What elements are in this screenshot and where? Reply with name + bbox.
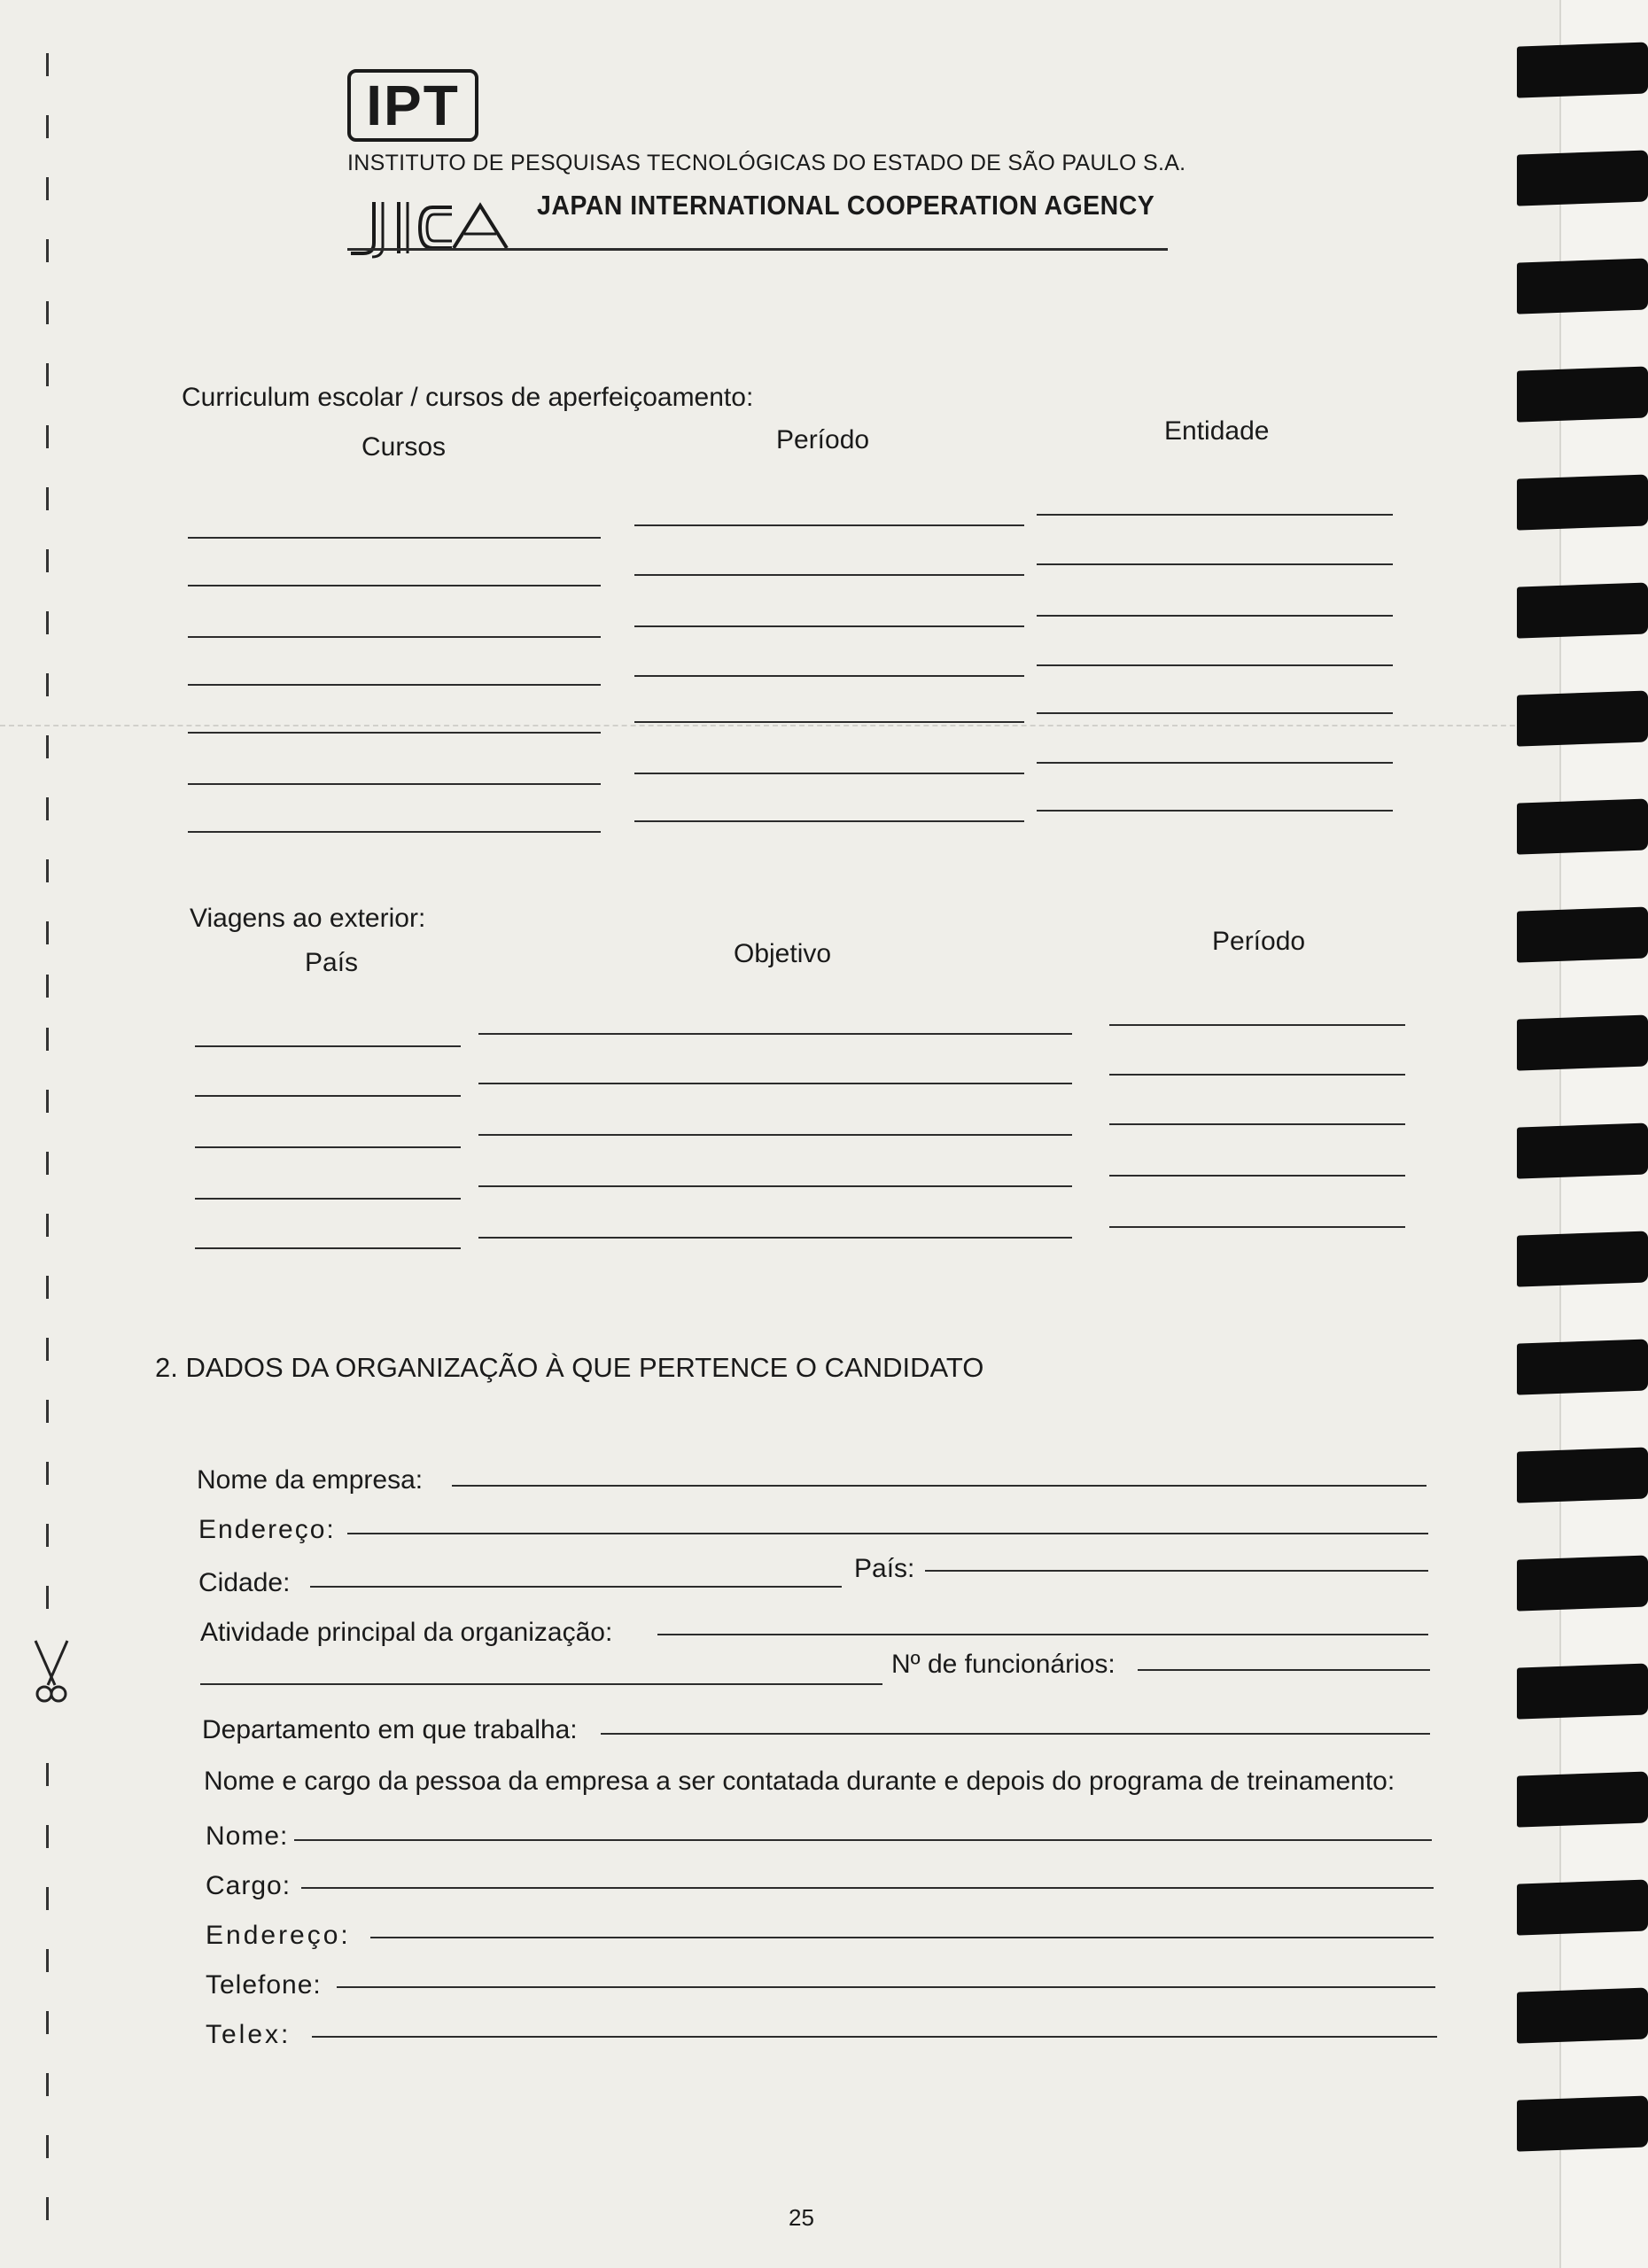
education-field[interactable]	[188, 684, 601, 686]
margin-tick	[46, 1763, 49, 1786]
education-field[interactable]	[1037, 514, 1393, 516]
margin-tick	[46, 1152, 49, 1175]
employees-label: Nº de funcionários:	[891, 1650, 1116, 1679]
contact-intro: Nome e cargo da pessoa da empresa a ser contatada durante e depois do programa de treinamento:	[204, 1767, 1395, 1796]
travel-field[interactable]	[478, 1237, 1072, 1239]
binding-ring	[1517, 1122, 1648, 1178]
binding-ring	[1517, 1014, 1648, 1070]
margin-tick	[46, 975, 49, 998]
travel-field[interactable]	[478, 1134, 1072, 1136]
margin-tick	[46, 859, 49, 882]
margin-tick	[46, 425, 49, 448]
agency-underline	[347, 248, 1168, 251]
margin-tick	[46, 1276, 49, 1299]
travel-field[interactable]	[195, 1095, 461, 1097]
country-label: País:	[854, 1554, 915, 1583]
margin-tick	[46, 1338, 49, 1361]
department-field[interactable]	[601, 1733, 1430, 1735]
education-col-entity: Entidade	[1164, 416, 1270, 446]
scissors-icon	[25, 1639, 78, 1710]
margin-tick	[46, 797, 49, 820]
margin-tick	[46, 1028, 49, 1051]
binding-ring	[1517, 2095, 1648, 2151]
binding-ring	[1517, 1771, 1648, 1827]
address-label: Endereço:	[198, 1515, 336, 1544]
education-field[interactable]	[1037, 712, 1393, 714]
binding-ring	[1517, 690, 1648, 746]
margin-tick	[46, 2197, 49, 2220]
travel-field[interactable]	[478, 1033, 1072, 1035]
margin-tick	[46, 611, 49, 634]
margin-tick	[46, 53, 49, 76]
margin-tick	[46, 1214, 49, 1237]
binding-ring	[1517, 1231, 1648, 1286]
travel-col-objective: Objetivo	[734, 939, 832, 968]
education-field[interactable]	[1037, 664, 1393, 666]
main-activity-label: Atividade principal da organização:	[200, 1618, 613, 1647]
binding-ring	[1517, 1879, 1648, 1935]
margin-tick	[46, 487, 49, 510]
education-field[interactable]	[188, 537, 601, 539]
binding-ring	[1517, 1447, 1648, 1503]
contact-phone-label: Telefone:	[206, 1970, 322, 2000]
travel-title: Viagens ao exterior:	[190, 904, 426, 933]
travel-field[interactable]	[195, 1247, 461, 1249]
education-field[interactable]	[188, 585, 601, 586]
company-name-field[interactable]	[452, 1485, 1426, 1487]
education-field[interactable]	[188, 831, 601, 833]
margin-tick	[46, 921, 49, 944]
binding-ring	[1517, 1555, 1648, 1611]
margin-tick	[46, 115, 49, 138]
travel-field[interactable]	[195, 1045, 461, 1047]
education-field[interactable]	[634, 820, 1024, 822]
travel-col-period: Período	[1212, 927, 1306, 956]
ipt-logo: IPT	[347, 69, 478, 142]
education-field[interactable]	[188, 783, 601, 785]
education-field[interactable]	[188, 732, 601, 734]
margin-tick	[46, 2011, 49, 2034]
contact-address-field[interactable]	[370, 1937, 1434, 1938]
contact-position-label: Cargo:	[206, 1871, 292, 1900]
travel-field[interactable]	[1109, 1074, 1405, 1076]
education-field[interactable]	[1037, 563, 1393, 565]
education-field[interactable]	[634, 574, 1024, 576]
education-field[interactable]	[188, 636, 601, 638]
company-name-label: Nome da empresa:	[197, 1465, 424, 1495]
binding-ring	[1517, 1987, 1648, 2043]
travel-field[interactable]	[195, 1198, 461, 1200]
education-col-courses: Cursos	[361, 432, 447, 462]
binding-ring	[1517, 1339, 1648, 1394]
margin-tick	[46, 1887, 49, 1910]
travel-field[interactable]	[1109, 1024, 1405, 1026]
contact-address-label: Endereço:	[206, 1921, 351, 1950]
margin-tick	[46, 1090, 49, 1113]
margin-tick	[46, 239, 49, 262]
fold-line	[0, 725, 1559, 726]
education-title: Curriculum escolar / cursos de aperfeiçoamento:	[182, 383, 754, 412]
travel-field[interactable]	[478, 1083, 1072, 1084]
margin-tick	[46, 735, 49, 758]
binding-ring	[1517, 474, 1648, 530]
education-field[interactable]	[634, 773, 1024, 774]
education-field[interactable]	[634, 524, 1024, 526]
education-field[interactable]	[634, 675, 1024, 677]
education-field[interactable]	[634, 625, 1024, 627]
margin-tick	[46, 1949, 49, 1972]
department-label: Departamento em que trabalha:	[202, 1715, 578, 1744]
margin-tick	[46, 673, 49, 696]
travel-field[interactable]	[1109, 1175, 1405, 1177]
agency-name: JAPAN INTERNATIONAL COOPERATION AGENCY	[537, 190, 1155, 221]
institute-name: INSTITUTO DE PESQUISAS TECNOLÓGICAS DO ESTADO DE SÃO PAULO S.A.	[347, 151, 1186, 175]
education-field[interactable]	[1037, 615, 1393, 617]
education-field[interactable]	[1037, 762, 1393, 764]
binding-ring	[1517, 258, 1648, 314]
contact-name-label: Nome:	[206, 1821, 289, 1851]
travel-field[interactable]	[478, 1185, 1072, 1187]
margin-tick	[46, 549, 49, 572]
binding-ring	[1517, 582, 1648, 638]
margin-tick	[46, 1586, 49, 1609]
city-field[interactable]	[310, 1586, 842, 1588]
margin-tick	[46, 2135, 49, 2158]
contact-name-field[interactable]	[294, 1839, 1432, 1841]
education-field[interactable]	[1037, 810, 1393, 812]
binding-ring	[1517, 906, 1648, 962]
binding-ring	[1517, 798, 1648, 854]
margin-tick	[46, 1524, 49, 1547]
margin-tick	[46, 1400, 49, 1423]
education-field[interactable]	[634, 721, 1024, 723]
margin-tick	[46, 1462, 49, 1485]
education-col-period: Período	[776, 425, 870, 454]
margin-tick	[46, 301, 49, 324]
margin-tick	[46, 177, 49, 200]
margin-tick	[46, 2073, 49, 2096]
travel-field[interactable]	[1109, 1226, 1405, 1228]
contact-phone-field[interactable]	[337, 1986, 1435, 1988]
employees-field[interactable]	[1138, 1669, 1430, 1671]
travel-field[interactable]	[1109, 1123, 1405, 1125]
city-label: Cidade:	[198, 1568, 291, 1597]
country-field[interactable]	[925, 1570, 1428, 1572]
binding-ring	[1517, 366, 1648, 422]
binding-ring	[1517, 1663, 1648, 1719]
contact-position-field[interactable]	[301, 1887, 1434, 1889]
contact-telex-label: Telex:	[206, 2020, 292, 2049]
margin-tick	[46, 363, 49, 386]
main-activity-field-2[interactable]	[200, 1683, 882, 1685]
travel-field[interactable]	[195, 1146, 461, 1148]
organization-heading: 2. DADOS DA ORGANIZAÇÃO À QUE PERTENCE O CANDIDATO	[155, 1352, 984, 1383]
address-field[interactable]	[347, 1533, 1428, 1534]
contact-telex-field[interactable]	[312, 2036, 1437, 2038]
binding-ring	[1517, 150, 1648, 206]
margin-tick	[46, 1825, 49, 1848]
main-activity-field[interactable]	[657, 1634, 1428, 1635]
binding-ring	[1517, 42, 1648, 97]
page-number: 25	[789, 2204, 814, 2231]
travel-col-country: País	[305, 948, 359, 977]
